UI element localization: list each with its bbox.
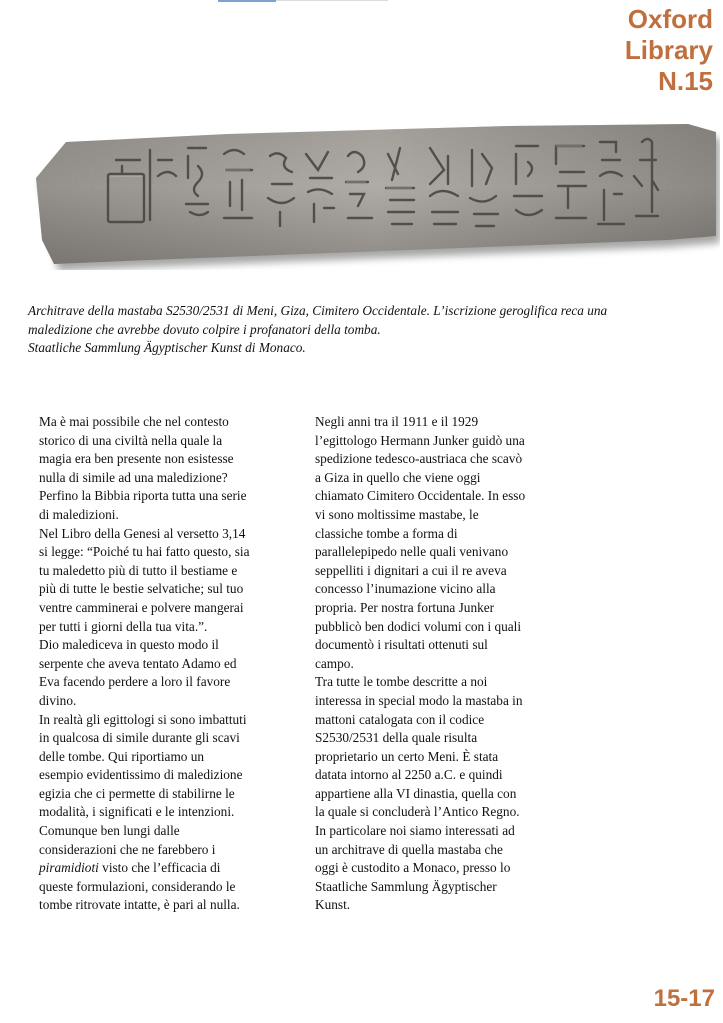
page-number: 15-17 (653, 985, 715, 1012)
text-line: In particolare noi siamo interessati ad (315, 823, 515, 839)
brand-line-2: Library (624, 35, 713, 65)
stone-lintel-image (28, 120, 720, 270)
text-line: la quale si concluderà l’Antico Regno. (315, 804, 520, 820)
caption-line-3: Staatliche Sammlung Ägyptischer Kunst di Monaco. (28, 340, 306, 355)
text-line: In realtà gli egittologi si sono imbattuti (39, 711, 247, 727)
text-line: modalità, i significati e le intenzioni. (39, 804, 235, 820)
text-line: chiamato Cimitero Occidentale. In esso (315, 488, 526, 504)
magazine-brand (625, 4, 713, 97)
text-line: delle tombe. Qui riportiamo un (39, 748, 205, 764)
image-caption (28, 302, 708, 358)
top-accent-bar (218, 0, 276, 2)
text-line: documentò i risultati ottenuti sul (315, 637, 488, 653)
text-line: storico di una civiltà nella quale la (39, 432, 223, 448)
text-line: per tutti i giorni della tua vita.”. (39, 618, 208, 634)
text-line: propria. Per nostra fortuna Junker (315, 599, 495, 615)
caption-line-2: maledizione che avrebbe dovuto colpire i profanatori della tomba. (28, 321, 381, 337)
text-line: magia era ben presente non esistesse (39, 451, 234, 467)
text-column-right (315, 413, 565, 915)
text-line: l’egittologo Hermann Junker guidò una (315, 432, 525, 448)
text-line: Nel Libro della Genesi al versetto 3,14 (39, 525, 246, 541)
text-line: spedizione tedesco-austriaca che scavò (315, 451, 523, 467)
text-line: un architrave di quella mastaba che (315, 841, 503, 857)
text-line: Staatliche Sammlung Ägyptischer (315, 878, 497, 894)
text-line: seppelliti i dignitari a cui il re aveva (315, 562, 507, 578)
brand-line-1: Oxford (627, 4, 713, 34)
text-line: serpente che aveva tentato Adamo ed (39, 655, 237, 671)
text-line: appartiene alla VI dinastia, quella con (315, 785, 517, 801)
text-line: datata intorno al 2250 a.C. e quindi (315, 767, 503, 783)
text-line: oggi è custodito a Monaco, presso lo (315, 860, 511, 876)
text-line: vi sono moltissime mastabe, le (315, 506, 479, 522)
text-line: classiche tombe a forma di (315, 525, 458, 541)
text-line: Kunst. (315, 897, 351, 913)
text-line: in qualcosa di simile durante gli scavi (39, 730, 240, 746)
text-line: mattoni catalogata con il codice (315, 711, 485, 727)
brand-line-3: N.15 (658, 66, 713, 96)
text-line: ventre camminerai e polvere mangerai (39, 599, 244, 615)
text-line: più di tutte le bestie selvatiche; sul tuo (39, 581, 244, 597)
text-column-left (39, 413, 284, 915)
text-line: campo. (315, 655, 354, 671)
text-line: proprietario un certo Meni. È stata (315, 748, 499, 764)
italic-word: piramidioti (39, 860, 99, 876)
text-line: di maledizioni. (39, 506, 119, 522)
text-line: parallelepipedo nelle quali venivano (315, 544, 509, 560)
text-fragment: visto che l’efficacia di (98, 860, 221, 876)
text-line: divino. (39, 692, 77, 708)
text-line: tu maledetto più di tutto il bestiame e (39, 562, 238, 578)
caption-line-1: Architrave della mastaba S2530/2531 di Meni, Giza, Cimitero Occidentale. L’iscrizione geroglifica reca una (28, 303, 608, 318)
text-line: interessa in special modo la mastaba in (315, 692, 523, 708)
text-line: Ma è mai possibile che nel contesto (39, 414, 229, 429)
text-line: Dio malediceva in questo modo il (39, 637, 219, 653)
text-line: Eva facendo perdere a loro il favore (39, 674, 231, 690)
text-line-mixed (39, 859, 284, 878)
text-line: egizia che ci permette di stabilirne le (39, 785, 235, 801)
text-line: esempio evidentissimo di maledizione (39, 767, 243, 783)
text-line: Tra tutte le tombe descritte a noi (315, 674, 488, 690)
text-line: Comunque ben lungi dalle (39, 823, 180, 839)
text-line: tombe ritrovate intatte, è pari al nulla. (39, 897, 240, 913)
top-accent-line (276, 0, 388, 1)
text-line: nulla di simile ad una maledizione? (39, 469, 228, 485)
text-line: Negli anni tra il 1911 e il 1929 (315, 414, 479, 429)
text-line: a Giza in quello che viene oggi (315, 469, 481, 485)
text-line: S2530/2531 della quale risulta (315, 730, 478, 746)
text-line: concesso l’inumazione vicino alla (315, 581, 496, 597)
text-line: queste formulazioni, considerando le (39, 878, 236, 894)
text-line: considerazioni che ne farebbero i (39, 841, 216, 857)
text-line: pubblicò ben dodici volumi con i quali (315, 618, 522, 634)
text-line: Perfino la Bibbia riporta tutta una serie (39, 488, 247, 504)
text-line: si legge: “Poiché tu hai fatto questo, sia (39, 544, 250, 560)
